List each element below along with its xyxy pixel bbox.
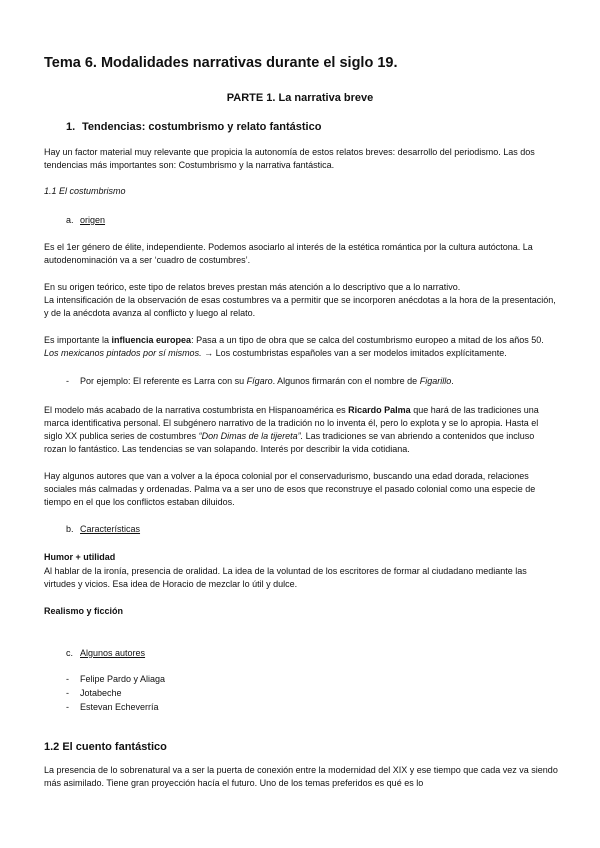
text-run: que hará de las tradiciones una marca identificativa personal. El subgénero narrativo de la tradición no lo inventa él, pero lo explota y se lo apropia. Hasta el siglo XX publica series de costumbres bbox=[44, 405, 539, 441]
list-item-c bbox=[66, 648, 145, 658]
subsection-heading-1-2: 1.2 El cuento fantástico bbox=[44, 741, 167, 753]
author-name: Felipe Pardo y Aliaga bbox=[80, 674, 166, 684]
humor-heading: Humor + utilidad bbox=[44, 552, 116, 562]
text-run: Es importante la bbox=[44, 335, 112, 345]
author-name: Estevan Echeverría bbox=[80, 702, 159, 712]
part-heading: PARTE 1. La narrativa breve bbox=[226, 92, 374, 104]
list-label: Algunos autores bbox=[80, 648, 146, 658]
author-item bbox=[66, 674, 165, 684]
bullet-dash: - bbox=[66, 702, 69, 712]
list-letter: c. bbox=[66, 648, 74, 658]
author-name: Jotabeche bbox=[80, 688, 122, 698]
section-title: Tendencias: costumbrismo y relato fantástico bbox=[82, 121, 322, 133]
bullet-dash: - bbox=[66, 688, 69, 698]
list-letter: b. bbox=[66, 524, 74, 534]
list-label: origen bbox=[80, 215, 106, 225]
text-run: Las tradiciones se van abriendo a contenidos que incluso rozan lo fantástico. Las tendencias se van solapando. Interés por describir la vida cotidiana. bbox=[44, 431, 535, 454]
list-label: Características bbox=[80, 524, 141, 534]
author-item bbox=[66, 702, 159, 712]
italic-text: Figarillo bbox=[419, 376, 452, 386]
text-run: : Pasa a un tipo de obra que se calca del costumbrismo europeo a mitad de los años 50. bbox=[191, 335, 544, 345]
bullet-dash: - bbox=[66, 674, 69, 684]
text-run: → Los costumbristas españoles van a ser modelos imitados explícitamente. bbox=[201, 348, 507, 358]
bullet-dash: - bbox=[66, 376, 69, 386]
section-heading-1 bbox=[66, 121, 321, 133]
bold-text: Ricardo Palma bbox=[348, 405, 411, 415]
paragraph-theory: En su origen teórico, este tipo de relatos breves prestan más atención a lo descriptivo que a lo narrativo. bbox=[44, 282, 461, 292]
text-run: . Algunos firmarán con el nombre de bbox=[272, 376, 420, 386]
paragraph-influence bbox=[44, 334, 559, 360]
list-item-b bbox=[66, 524, 140, 534]
text-run: Por ejemplo: El referente es Larra con su bbox=[80, 376, 247, 386]
list-item-a bbox=[66, 215, 105, 225]
paragraph-humor: Al hablar de la ironía, presencia de oralidad. La idea de la voluntad de los escritores de formar al ciudadano mediante las virtudes y vicios. Esa idea de Horacio de mezclar lo útil y dulce. bbox=[44, 566, 527, 589]
italic-text: “Don Dimas de la tijereta”. bbox=[198, 431, 304, 441]
realism-heading: Realismo y ficción bbox=[44, 606, 124, 616]
italic-text: Los mexicanos pintados por sí mismos. bbox=[44, 348, 202, 358]
bullet-item bbox=[66, 376, 454, 386]
paragraph-origin: Es el 1er género de élite, independiente. Podemos asociarlo al interés de la estética romántica por la cultura autóctona. La autodenominación va a ser ‘cuadro de costumbres’. bbox=[44, 242, 533, 265]
paragraph-palma bbox=[44, 404, 559, 456]
paragraph-observation: La intensificación de la observación de esas costumbres va a permitir que se incorporen anécdotas a la hora de la presentación, y de la anécdota avanza al conflicto y luego al relato. bbox=[44, 295, 556, 318]
paragraph-colonial: Hay algunos autores que van a volver a la época colonial por el conservadurismo, buscando una edad dorada, relaciones sociales más calmadas y ordenadas. Palma va a ser uno de esos que reconstruye el pasado colonial como una especie de tiempo en el que los conflictos estaban diluidos. bbox=[44, 471, 536, 507]
intro-paragraph: Hay un factor material muy relevante que propicia la autonomía de estos relatos breves: desarrollo del periodismo. Las dos tendencias más importantes son: Costumbrismo y la narrativa fantástica. bbox=[44, 147, 535, 170]
text-run: . bbox=[451, 376, 454, 386]
list-letter: a. bbox=[66, 215, 74, 225]
paragraph-fantastic: La presencia de lo sobrenatural va a ser la puerta de conexión entre la modernidad del XIX y ese tiempo que cada vez va siendo más asimilado. Tiene gran proyección hacía el futuro. Uno de los temas preferidos es qué es lo bbox=[44, 765, 558, 788]
italic-text: Fígaro bbox=[246, 376, 273, 386]
text-run: El modelo más acabado de la narrativa costumbrista en Hispanoamérica es bbox=[44, 405, 349, 415]
bold-text: influencia europea bbox=[111, 335, 192, 345]
subsection-heading-1-1: 1.1 El costumbrismo bbox=[44, 186, 126, 196]
document-title: Tema 6. Modalidades narrativas durante el siglo 19. bbox=[44, 55, 398, 71]
section-number: 1. bbox=[66, 121, 76, 133]
author-item bbox=[66, 688, 122, 698]
